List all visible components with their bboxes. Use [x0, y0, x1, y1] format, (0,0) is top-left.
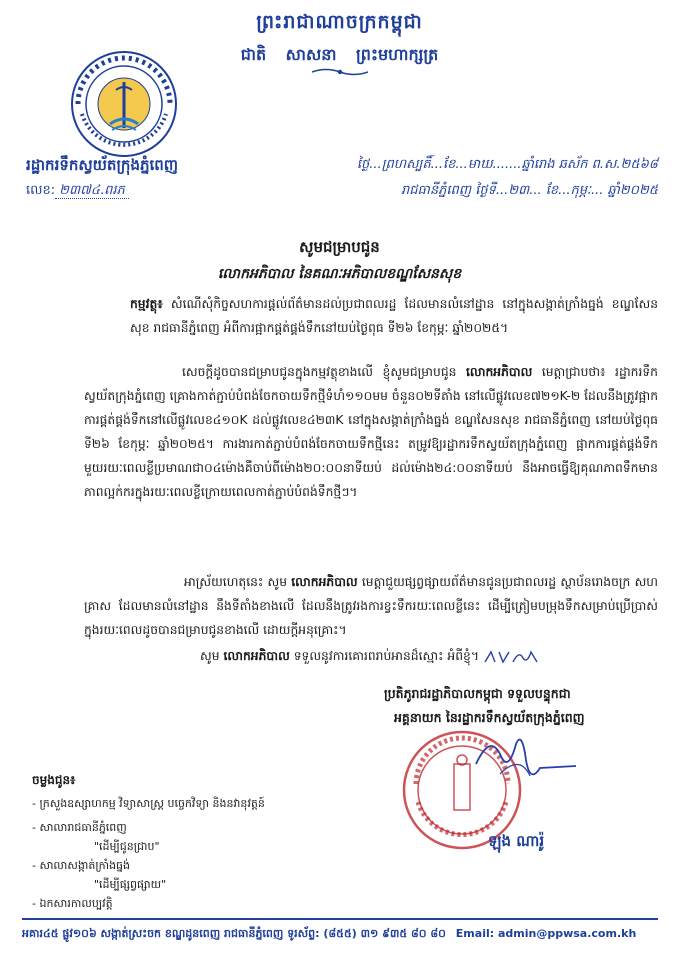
p3-recipient-title: លោកអភិបាល	[223, 649, 290, 663]
p3-text-a: សូម	[200, 649, 224, 663]
body-paragraph-2	[84, 570, 658, 642]
footer-email-label: Email:	[455, 927, 495, 940]
p1-recipient-title: លោកអភិបាល	[465, 365, 533, 379]
reference-value: ២៣៧៤.ពរភ	[55, 183, 129, 199]
cc-item: - សាលារាជធានីភ្នំពេញ	[32, 821, 127, 834]
subject-label: កម្មវត្ថុ៖	[130, 297, 163, 311]
reference-label: លេខ:	[26, 183, 56, 198]
footer-address-text: អគារ៤៥ ផ្លូវ១០៦ សង្កាត់ស្រះចក ខណ្ឌដូនពេញ រាជធានីភ្នំពេញ ទូរស័ព្ទ: (៨៥៥) ៣១ ៩៣៥ ៨០ ៨០	[22, 927, 446, 940]
signature-title-1: ប្រតិភូរាជរដ្ឋាភិបាលកម្ពុជា ទទួលបន្ទុកជា	[384, 686, 571, 701]
footer-email: admin@ppwsa.com.kh	[497, 927, 637, 940]
organization-name: រដ្ឋាករទឹកស្វយ័តក្រុងភ្នំពេញ	[26, 156, 179, 174]
kingdom-title: ព្រះរាជាណាចក្រកម្ពុជា	[256, 11, 423, 33]
solar-date: រាជធានីភ្នំពេញ ថ្ងៃទី...២៣... ខែ...កុម្ភៈ... ឆ្នាំ២០២៥	[400, 183, 658, 198]
handwritten-signature	[470, 724, 580, 794]
footer-divider	[22, 918, 658, 920]
signer-name: ឡុង ណារ៉ូ	[488, 832, 545, 850]
signature-title-2: អគ្គនាយក នៃរដ្ឋាករទឹកស្វយ័តក្រុងភ្នំពេញ	[394, 710, 585, 725]
p2-text-c: មេត្តាជួយផ្សព្វផ្សាយព័ត៌មានជូនប្រជាពលរដ្ឋ ស្ថាប័នរោងចក្រ សហគ្រាស ដែលមានលំនៅដ្ឋាន នឹងទីតាំងខាងលើ ដែលនឹងត្រូវរងការខ្វះទឹករយៈពេលខ្លីនេះ ដើម្បីត្រៀមបម្រុងទឹកសម្រាប់ប្រើប្រាស់ក្នុងរយៈពេលដូចបានជម្រាបជូនខាងលើ ដោយក្តីអនុគ្រោះ។	[84, 575, 658, 637]
ppwsa-logo	[70, 50, 178, 158]
cc-item: - ក្រសួងឧស្សាហកម្ម វិទ្យាសាស្ត្រ បច្ចេកវិទ្យា និងនវានុវត្តន៍	[32, 797, 265, 810]
initials-scribble	[483, 648, 543, 666]
cc-item: - សាលាសង្កាត់ក្រាំងធ្នង់	[32, 859, 131, 872]
cc-item: - ឯកសារកាលប្បវត្តិ	[32, 897, 113, 910]
p2-text-a: អាស្រ័យហេតុនេះ សូម	[184, 575, 292, 589]
cc-title: ចម្លងជូន៖	[32, 773, 76, 787]
lunar-date: ថ្ងៃ...ព្រហស្បតិ៍...ខែ...មាឃ.......ឆ្នាំរោង ឆស័ក ព.ស.២៥៦៨	[356, 157, 658, 172]
recipient: លោកអភិបាល នៃគណៈអភិបាលខណ្ឌសែនសុខ	[217, 266, 462, 282]
p1-text-c: មេត្តាជ្រាបថា៖ រដ្ឋាករទឹកស្វយ័តក្រុងភ្នំពេញ គ្រោងកាត់ភ្ជាប់បំពង់ចែកចាយទឹកថ្មីទំហំ១១០មម ចំនួន០២ទីតាំង នៅលើផ្លូវលេខ៧២១K-២ ដែលនឹងត្រូវផ្អាកការផ្គត់ផ្គង់ទឹកនៅលើផ្លូវលេខ៤១០K ដល់ផ្លូវលេខ៤២៣K នៅក្នុងសង្កាត់ក្រាំងធ្នង់ ខណ្ឌសែនសុខ រាជធានីភ្នំពេញ នៅយប់ថ្ងៃពុធ ទី២៦ ខែកុម្ភៈ ឆ្នាំ២០២៥។ ការងារកាត់ភ្ជាប់បំពង់ចែកចាយទឹកថ្មីនេះ តម្រូវឱ្យរដ្ឋាករទឹកស្វយ័តក្រុងភ្នំពេញ ផ្អាកការផ្គត់ផ្គង់ទឹកមួយរយៈពេលខ្លីប្រមាណជា០៤ម៉ោងគឺចាប់ពីម៉ោង២០:០០នាទីយប់ ដល់ម៉ោង២៤:០០នាទីយប់ នឹងអាចធ្វើឱ្យគុណភាពទឹកមានភាពល្អក់ករក្នុងរយៈពេលខ្លីក្រោយពេលកាត់ភ្ជាប់បំពង់ទឹកថ្មីៗ។	[84, 365, 658, 499]
national-motto: ជាតិ សាសនា ព្រះមហាក្សត្រ	[240, 45, 439, 64]
closing-paragraph	[200, 644, 658, 668]
letter-heading: សូមជម្រាបជូន	[299, 238, 380, 256]
footer-address	[22, 927, 662, 943]
p1-text-a: សេចក្តីដូចបានជម្រាបជូនក្នុងកម្មវត្ថុខាងលើ ខ្ញុំសូមជម្រាបជូន	[182, 365, 466, 379]
p2-recipient-title: លោកអភិបាល	[291, 575, 358, 589]
header-ornament	[312, 67, 368, 77]
subject-text: សំណើសុំកិច្ចសហការផ្តល់ព័ត៌មានដល់ប្រជាពលរដ្ឋ ដែលមានលំនៅដ្ឋាន នៅក្នុងសង្កាត់ក្រាំងធ្នង់ ខណ្ឌសែនសុខ រាជធានីភ្នំពេញ អំពីការផ្អាកផ្គត់ផ្គង់ទឹកនៅយប់ថ្ងៃពុធ ទី២៦ ខែកុម្ភៈ ឆ្នាំ២០២៥។	[130, 297, 658, 335]
reference-number	[26, 182, 129, 201]
p3-text-c: ទទួលនូវការគោរពរាប់អានដ៏ស្មោះ អំពីខ្ញុំ។	[289, 649, 479, 663]
body-paragraph-1	[84, 360, 658, 504]
cc-item-note: "ដើម្បីផ្សព្វផ្សាយ"	[94, 878, 167, 891]
cc-item-note: "ដើម្បីជូនជ្រាប"	[94, 840, 160, 853]
subject-paragraph	[130, 292, 658, 340]
